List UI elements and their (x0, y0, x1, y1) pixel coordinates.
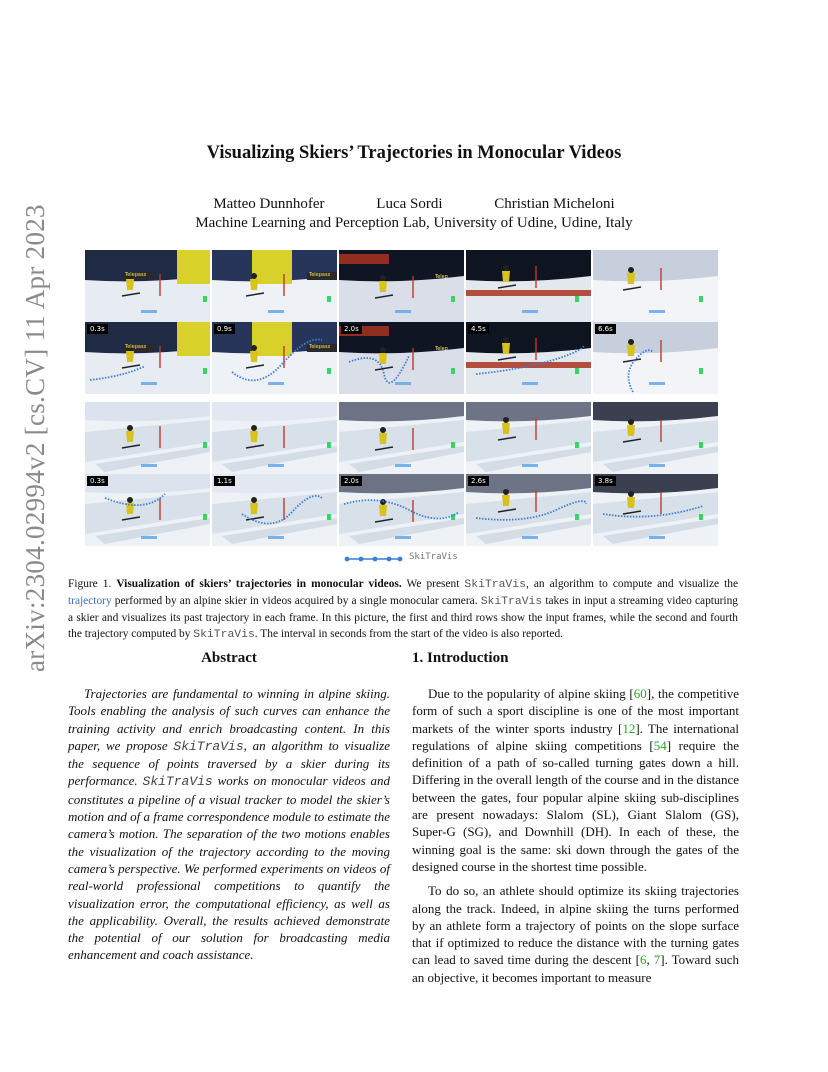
intro-text: ]. The international regulations of alpine skiing competitions [ (412, 720, 739, 753)
citation-link[interactable]: 60 (633, 686, 647, 701)
citation-link[interactable]: 6 (639, 952, 647, 968)
video-frame (466, 474, 591, 546)
video-frame (85, 250, 210, 322)
introduction-heading: 1. Introduction (412, 650, 509, 666)
video-frame (339, 322, 464, 394)
timestamp-label: 6.6s (595, 324, 616, 334)
figure-row (85, 322, 721, 394)
video-frame (593, 322, 718, 394)
video-frame (593, 402, 718, 474)
video-frame (466, 402, 591, 474)
figure-row (85, 474, 721, 546)
ski-scene-image (466, 402, 591, 474)
citation-link[interactable]: 7 (653, 952, 661, 968)
timestamp-label: 3.8s (595, 476, 616, 486)
method-name: SkiTraVis (142, 774, 213, 790)
video-frame (85, 322, 210, 394)
intro-text: , (646, 952, 654, 968)
caption-text: We present (401, 578, 465, 590)
author-name: Christian Micheloni (494, 196, 615, 212)
timestamp-label: 0.3s (87, 476, 108, 486)
sponsor-banner-text: Telep (435, 274, 448, 280)
video-frame (466, 322, 591, 394)
ski-scene-image (339, 250, 464, 322)
video-frame (593, 474, 718, 546)
introduction-section (412, 650, 739, 986)
legend-label: SkiTraVis (409, 552, 458, 562)
figure-row (85, 402, 721, 474)
sponsor-banner-text: Telepass (309, 344, 331, 350)
intro-text: ] require the definition of a path of so-called turning gates down a hill. Differing in the overall length of the course and in the distance between the gates, four popular alpine skiing sub-disciplines are present nowadays: Slalom (SL), Giant Slalom (GS), Super-G (SG), and Downhill (DH). In each of these, the winning goal is the same: ski down through the gates of the designed course in the shortest time possible. (412, 737, 739, 874)
ski-scene-image (593, 250, 718, 322)
timestamp-label: 0.9s (214, 324, 235, 334)
caption-bold: Visualization of skiers’ trajectories in monocular videos. (116, 578, 402, 590)
intro-text: Due to the popularity of alpine skiing [ (428, 686, 634, 701)
ski-scene-image (85, 402, 210, 474)
ski-scene-image (339, 402, 464, 474)
citation-link[interactable]: 54 (653, 737, 667, 753)
video-frame (339, 402, 464, 474)
timestamp-label: 2.0s (341, 476, 362, 486)
author-name: Matteo Dunnhofer (213, 196, 325, 212)
intro-text: ]. Toward such an objective, it becomes important to measure (412, 952, 739, 985)
citation-link[interactable]: 12 (622, 720, 636, 736)
caption-link[interactable]: trajectory (68, 595, 112, 607)
arxiv-identifier: arXiv:2304.02994v2 [cs.CV] 11 Apr 2023 (20, 204, 50, 672)
intro-text: To do so, an athlete should optimize its skiing trajectories along the track. Indeed, in alpine skiing the turns performed by an athlete form a trajectory of points on the slope surface that if optimized to reduce the distance with the turning gates can lead to saved time during the descent [ (412, 883, 739, 968)
timestamp-label: 4.5s (468, 324, 489, 334)
abstract-text: works on monocular videos and constitutes a pipeline of a visual tracker to model the skier’s motion and of a frame correspondence module to estimate the camera’s motion. The separation of the two motions enables the visualization of the trajectory according to the moving camera’s perspective. We performed experiments on videos of real-world professional competitions to quantify the visualization error, the computational efficiency, as well as the applicability. Overall, the results achieved demonstrate the potential of our solution for broadcasting media enhancement and coach assistance. (68, 773, 390, 963)
caption-text: , an algorithm to compute and visualize the (525, 578, 739, 590)
video-frame (339, 250, 464, 322)
method-name: SkiTraVis (480, 596, 543, 608)
intro-paragraph (412, 882, 739, 986)
intro-paragraph (412, 685, 739, 875)
affiliation: Machine Learning and Perception Lab, University of Udine, Udine, Italy (195, 215, 633, 231)
abstract-text: Trajectories are fundamental to winning in alpine skiing. Tools enabling the analysis of such curves can enhance the training activity and enrich broadcasting content. In this paper, we propose (68, 686, 390, 753)
figure-legend (343, 552, 483, 564)
video-frame (212, 474, 337, 546)
author-name: Luca Sordi (376, 196, 443, 212)
ski-scene-image (212, 250, 337, 322)
sponsor-banner-text: Telepass (125, 272, 147, 278)
figure-1-grid (85, 250, 721, 542)
caption-text: takes in input a streaming video capturing a skier and visualizes its past trajectory in each frame. In this picture, the first and third rows show the input frames, while the second and fourth the trajectory computed by (68, 595, 738, 640)
video-frame (593, 250, 718, 322)
method-name: SkiTraVis (173, 738, 244, 754)
abstract-body (68, 685, 390, 964)
ski-scene-image (593, 402, 718, 474)
sponsor-banner-text: Telep (435, 346, 448, 352)
caption-lead: Figure 1. (68, 578, 112, 590)
ski-scene-image (212, 402, 337, 474)
method-name: SkiTraVis (193, 629, 255, 641)
method-name: SkiTraVis (464, 579, 526, 591)
abstract-heading: Abstract (201, 650, 257, 666)
figure-caption (68, 576, 738, 643)
caption-text: performed by an alpine skier in videos acquired by a single monocular camera. (111, 595, 481, 607)
ski-scene-image (466, 250, 591, 322)
video-frame (85, 474, 210, 546)
caption-text: . The interval in seconds from the start of the video is also reported. (254, 628, 564, 640)
ski-scene-image (85, 250, 210, 322)
video-frame (85, 402, 210, 474)
trajectory-legend-icon (343, 553, 403, 565)
timestamp-label: 1.1s (214, 476, 235, 486)
author-list (0, 196, 828, 213)
paper-title: Visualizing Skiers’ Trajectories in Monocular Videos (206, 143, 622, 163)
video-frame (212, 250, 337, 322)
video-frame (339, 474, 464, 546)
timestamp-label: 2.0s (341, 324, 362, 334)
abstract-text: , an algorithm to visualize the sequence of points traversed by a skier during its performance. (68, 737, 390, 789)
timestamp-label: 0.3s (87, 324, 108, 334)
timestamp-label: 2.6s (468, 476, 489, 486)
sponsor-banner-text: Telepass (309, 272, 331, 278)
video-frame (212, 322, 337, 394)
sponsor-banner-text: Telepass (125, 344, 147, 350)
abstract-section (68, 650, 390, 964)
video-frame (466, 250, 591, 322)
intro-text: ], the competitive form of such a sport discipline is one of the most important markets of the winter sports industry [ (412, 686, 739, 736)
video-frame (212, 402, 337, 474)
figure-row (85, 250, 721, 322)
